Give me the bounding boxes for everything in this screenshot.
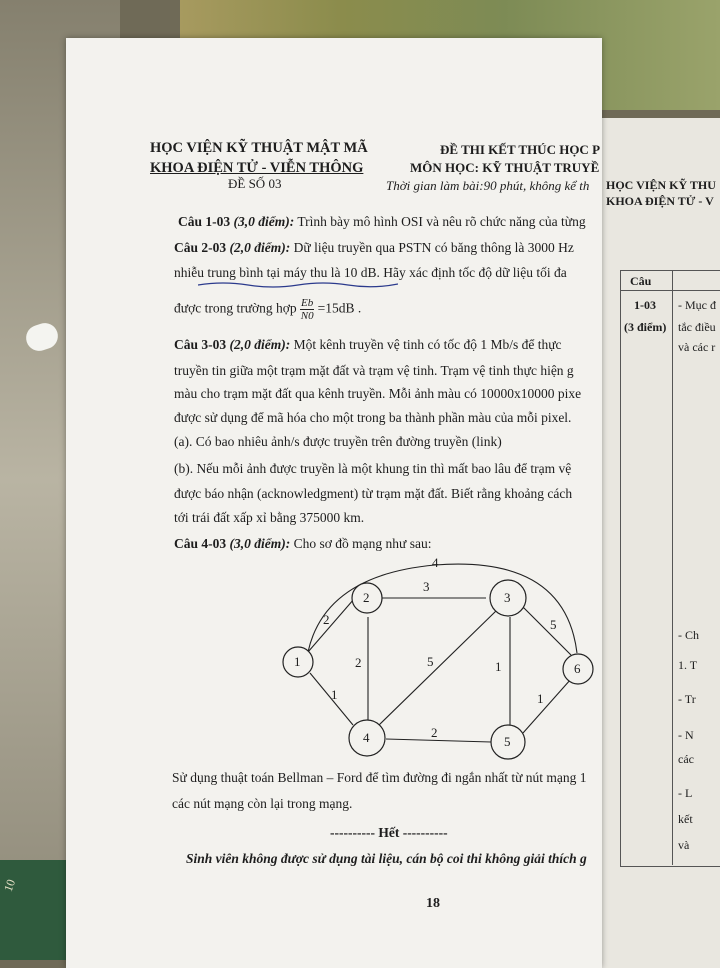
table-row-points: (3 điểm) [624,320,667,334]
exam-number: ĐỀ SỐ 03 [228,176,282,191]
node-1 [283,647,313,677]
pen-underline [198,280,398,288]
fraction-value: =15dB . [317,300,362,316]
table-fragment: - L [678,786,693,800]
node-label: 1 [294,654,301,669]
question-1-text: Trình bày mô hình OSI và nêu rõ chức năng của từng [297,214,586,229]
table-row-text: - Mục đ [678,298,716,312]
page-number: 18 [426,896,440,911]
table-header-cau: Câu [630,274,652,288]
table-fragment: kết [678,812,693,826]
network-diagram [275,555,605,775]
eb-n0-fraction [300,297,314,322]
edge-weight: 2 [431,725,438,740]
edge-3-6 [523,607,571,655]
ruler-label: 10 [0,877,19,894]
question-3-part-a: (a). Có bao nhiêu ảnh/s được truyền trên đường truyền (link) [174,434,502,449]
edge-3-4 [379,610,497,725]
edge-4-5 [386,739,491,742]
question-3-line2: truyền tin giữa một trạm mặt đất và trạm vệ tinh. Trạm vệ tinh thực hiện g [174,363,574,378]
node-label: 4 [363,730,370,745]
table-fragment: - Tr [678,692,696,706]
node-3 [490,580,526,616]
fraction-numerator: Eb [301,297,314,309]
question-2-text: Dữ liệu truyền qua PSTN có băng thông là 3000 Hz [293,240,574,255]
edge-weight: 2 [323,612,330,627]
question-2 [174,240,574,256]
edge-1-6 [308,564,577,653]
right-page-header-line1: HỌC VIỆN KỸ THU [606,178,716,192]
course-name: MÔN HỌC: KỸ THUẬT TRUYỀ [410,160,600,175]
question-2-line3-text: được trong trường hợp [174,300,297,316]
question-3-part-b-line3: tới trái đất xấp xỉ bằng 375000 km. [174,510,365,525]
table-fragment: 1. T [678,658,698,672]
node-2 [352,583,382,613]
exam-note: Sinh viên không được sử dụng tài liệu, cán bộ coi thi không giải thích g [186,851,587,866]
exam-duration: Thời gian làm bài:90 phút, không kể th [386,178,590,193]
table-rule [620,290,720,291]
question-1-label: Câu 1-03 [178,214,231,229]
node-label: 5 [504,734,511,749]
question-3-text: Một kênh truyền vệ tinh có tốc độ 1 Mb/s để thực [293,337,562,352]
question-2-line2: nhiễu trung bình tại máy thu là 10 dB. Hãy xác định tốc độ dữ liệu tối đa [174,265,567,280]
edge-5-6 [523,679,571,733]
edge-weight: 2 [355,655,362,670]
right-page-header-line2: KHOA ĐIỆN TỬ - V [606,194,714,208]
question-2-label: Câu 2-03 [174,240,227,255]
edge-weight: 1 [537,691,544,706]
edge-weight: 1 [495,659,502,674]
node-label: 3 [504,590,511,605]
question-3-line4: được sử dụng để mã hóa cho một trong ba thành phần màu của mỗi pixel. [174,410,572,425]
end-mark: ---------- Hết ---------- [330,825,448,840]
question-3-line3: màu cho trạm mặt đất qua kênh truyền. Mỗi ảnh màu có 10000x10000 pixe [174,386,582,401]
question-4-text: Cho sơ đồ mạng như sau: [293,536,432,551]
table-row-text: tắc điều [678,320,716,334]
question-3-part-b-line2: được báo nhận (acknowledgment) từ trạm mặt đất. Biết rằng khoảng cách [174,486,573,501]
node-5 [491,725,525,759]
question-3-label: Câu 3-03 [174,337,227,352]
edge-weight: 3 [423,579,430,594]
edge-weight: 5 [550,617,557,632]
node-label: 6 [574,661,581,676]
question-1 [178,214,586,230]
edge-weight: 4 [432,555,439,570]
table-fragment: - N [678,728,694,742]
bellman-ford-instruction-line2: các nút mạng còn lại trong mạng. [172,796,353,811]
school-name: HỌC VIỆN KỸ THUẬT MẬT MÃ [150,140,368,156]
question-4-points: (3,0 điểm): [229,536,291,551]
right-page-answer-table [620,270,720,867]
node-4 [349,720,385,756]
exam-title: ĐỀ THI KẾT THÚC HỌC P [440,142,601,157]
table-fragment: và [678,838,690,852]
edge-weight: 5 [427,654,434,669]
table-row-code: 1-03 [634,298,656,312]
faculty-name: KHOA ĐIỆN TỬ - VIỄN THÔNG [150,160,364,176]
table-rule [672,270,673,865]
table-fragment: - Ch [678,628,699,642]
question-2-line3 [174,297,361,322]
table-row-text: và các r [678,340,716,354]
question-1-points: (3,0 điểm): [233,214,295,229]
table-fragment: các [678,752,694,766]
question-4 [174,536,431,552]
question-3 [174,337,562,353]
edge-weight: 1 [331,687,338,702]
node-6 [563,654,593,684]
node-label: 2 [363,590,370,605]
question-2-points: (2,0 điểm): [229,240,291,255]
question-3-points: (2,0 điểm): [229,337,291,352]
fraction-denominator: N0 [300,310,314,322]
question-4-label: Câu 4-03 [174,536,227,551]
question-3-part-b: (b). Nếu mỗi ảnh được truyền là một khung tin thì mất bao lâu để trạm vệ [174,461,572,476]
bellman-ford-instruction: Sử dụng thuật toán Bellman – Ford để tìm đường đi ngắn nhất từ nút mạng 1 [172,770,587,785]
